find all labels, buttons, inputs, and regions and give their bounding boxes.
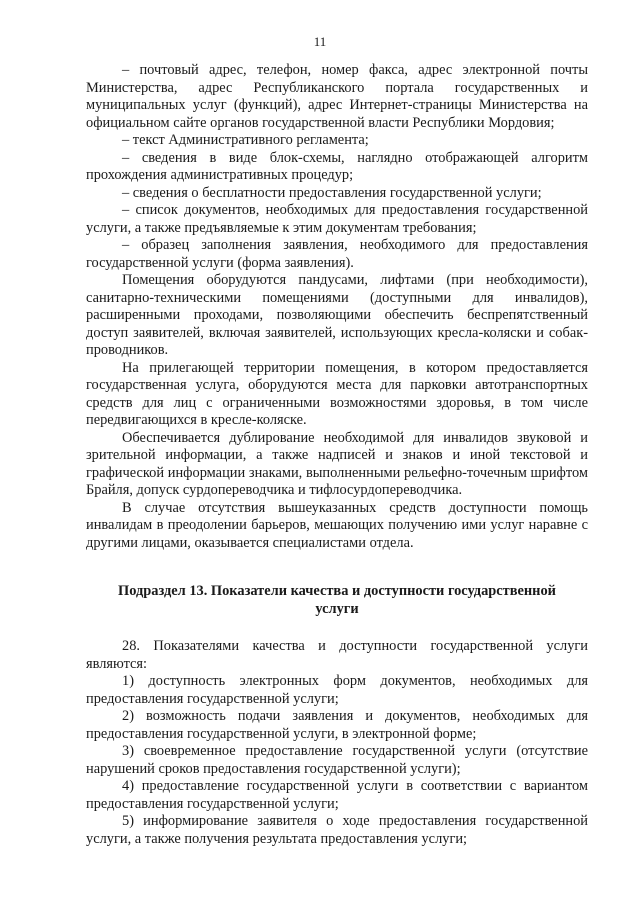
paragraph: Обеспечивается дублирование необходимой для инвалидов звуковой и зрительной информации, а также надписей и знаков и иной текстовой и графической информации знаками, выполненными рельефно-точечным шрифтом Брайля, допуск сурдопереводчика и тифлосурдопереводчика.: [86, 429, 588, 498]
section-heading-line-2: услуги: [315, 601, 359, 617]
list-item: 5) информирование заявителя о ходе предоставления государственной услуги, а также получения результата предоставления услуги;: [86, 813, 588, 847]
section-heading-line-1: Подраздел 13. Показатели качества и доступности государственной: [118, 583, 556, 599]
paragraph: – список документов, необходимых для предоставления государственной услуги, а также предъявляемые к этим документам требования;: [86, 202, 588, 236]
list-item: 4) предоставление государственной услуги в соответствии с вариантом предоставления государственной услуги;: [86, 778, 588, 812]
paragraph: На прилегающей территории помещения, в котором предоставляется государственная услуга, оборудуются места для парковки автотранспортных средств для лиц с ограниченными возможностями здоровья, в том числе передвигающихся в кресле-коляске.: [86, 359, 588, 428]
paragraph: – почтовый адрес, телефон, номер факса, адрес электронной почты Министерства, адрес Республиканского портала государственных и муниципальных услуг (функций), адрес Интернет-страницы Министерства на официальном сайте органов государственной власти Республики Мордовия;: [86, 62, 588, 131]
paragraph: В случае отсутствия вышеуказанных средств доступности помощь инвалидам в преодолении барьеров, мешающих получению ими услуг наравне с другими лицами, оказывается специалистами отдела.: [86, 499, 588, 551]
list-item: 1) доступность электронных форм документов, необходимых для предоставления государственной услуги;: [86, 673, 588, 707]
list-item: 2) возможность подачи заявления и документов, необходимых для предоставления государственной услуги, в электронной форме;: [86, 708, 588, 742]
paragraph: Помещения оборудуются пандусами, лифтами (при необходимости), санитарно-техническими помещениями (доступными для инвалидов), расширенными проходами, позволяющими обеспечить беспрепятственный доступ заявителей, включая заявителей, использующих кресла-коляски и собак-проводников.: [86, 272, 588, 358]
list-item: 3) своевременное предоставление государственной услуги (отсутствие нарушений сроков предоставления государственной услуги);: [86, 743, 588, 777]
paragraph: – сведения о бесплатности предоставления государственной услуги;: [122, 184, 542, 201]
document-body: [86, 62, 588, 848]
section-heading: [86, 582, 588, 618]
paragraph: 28. Показателями качества и доступности государственной услуги являются:: [86, 638, 588, 672]
paragraph: – образец заполнения заявления, необходимого для предоставления государственной услуги (форма заявления).: [86, 237, 588, 271]
page-number: 11: [313, 34, 327, 49]
paragraph: – сведения в виде блок-схемы, наглядно отображающей алгоритм прохождения административных процедур;: [86, 149, 588, 183]
paragraph: – текст Административного регламента;: [122, 132, 369, 148]
